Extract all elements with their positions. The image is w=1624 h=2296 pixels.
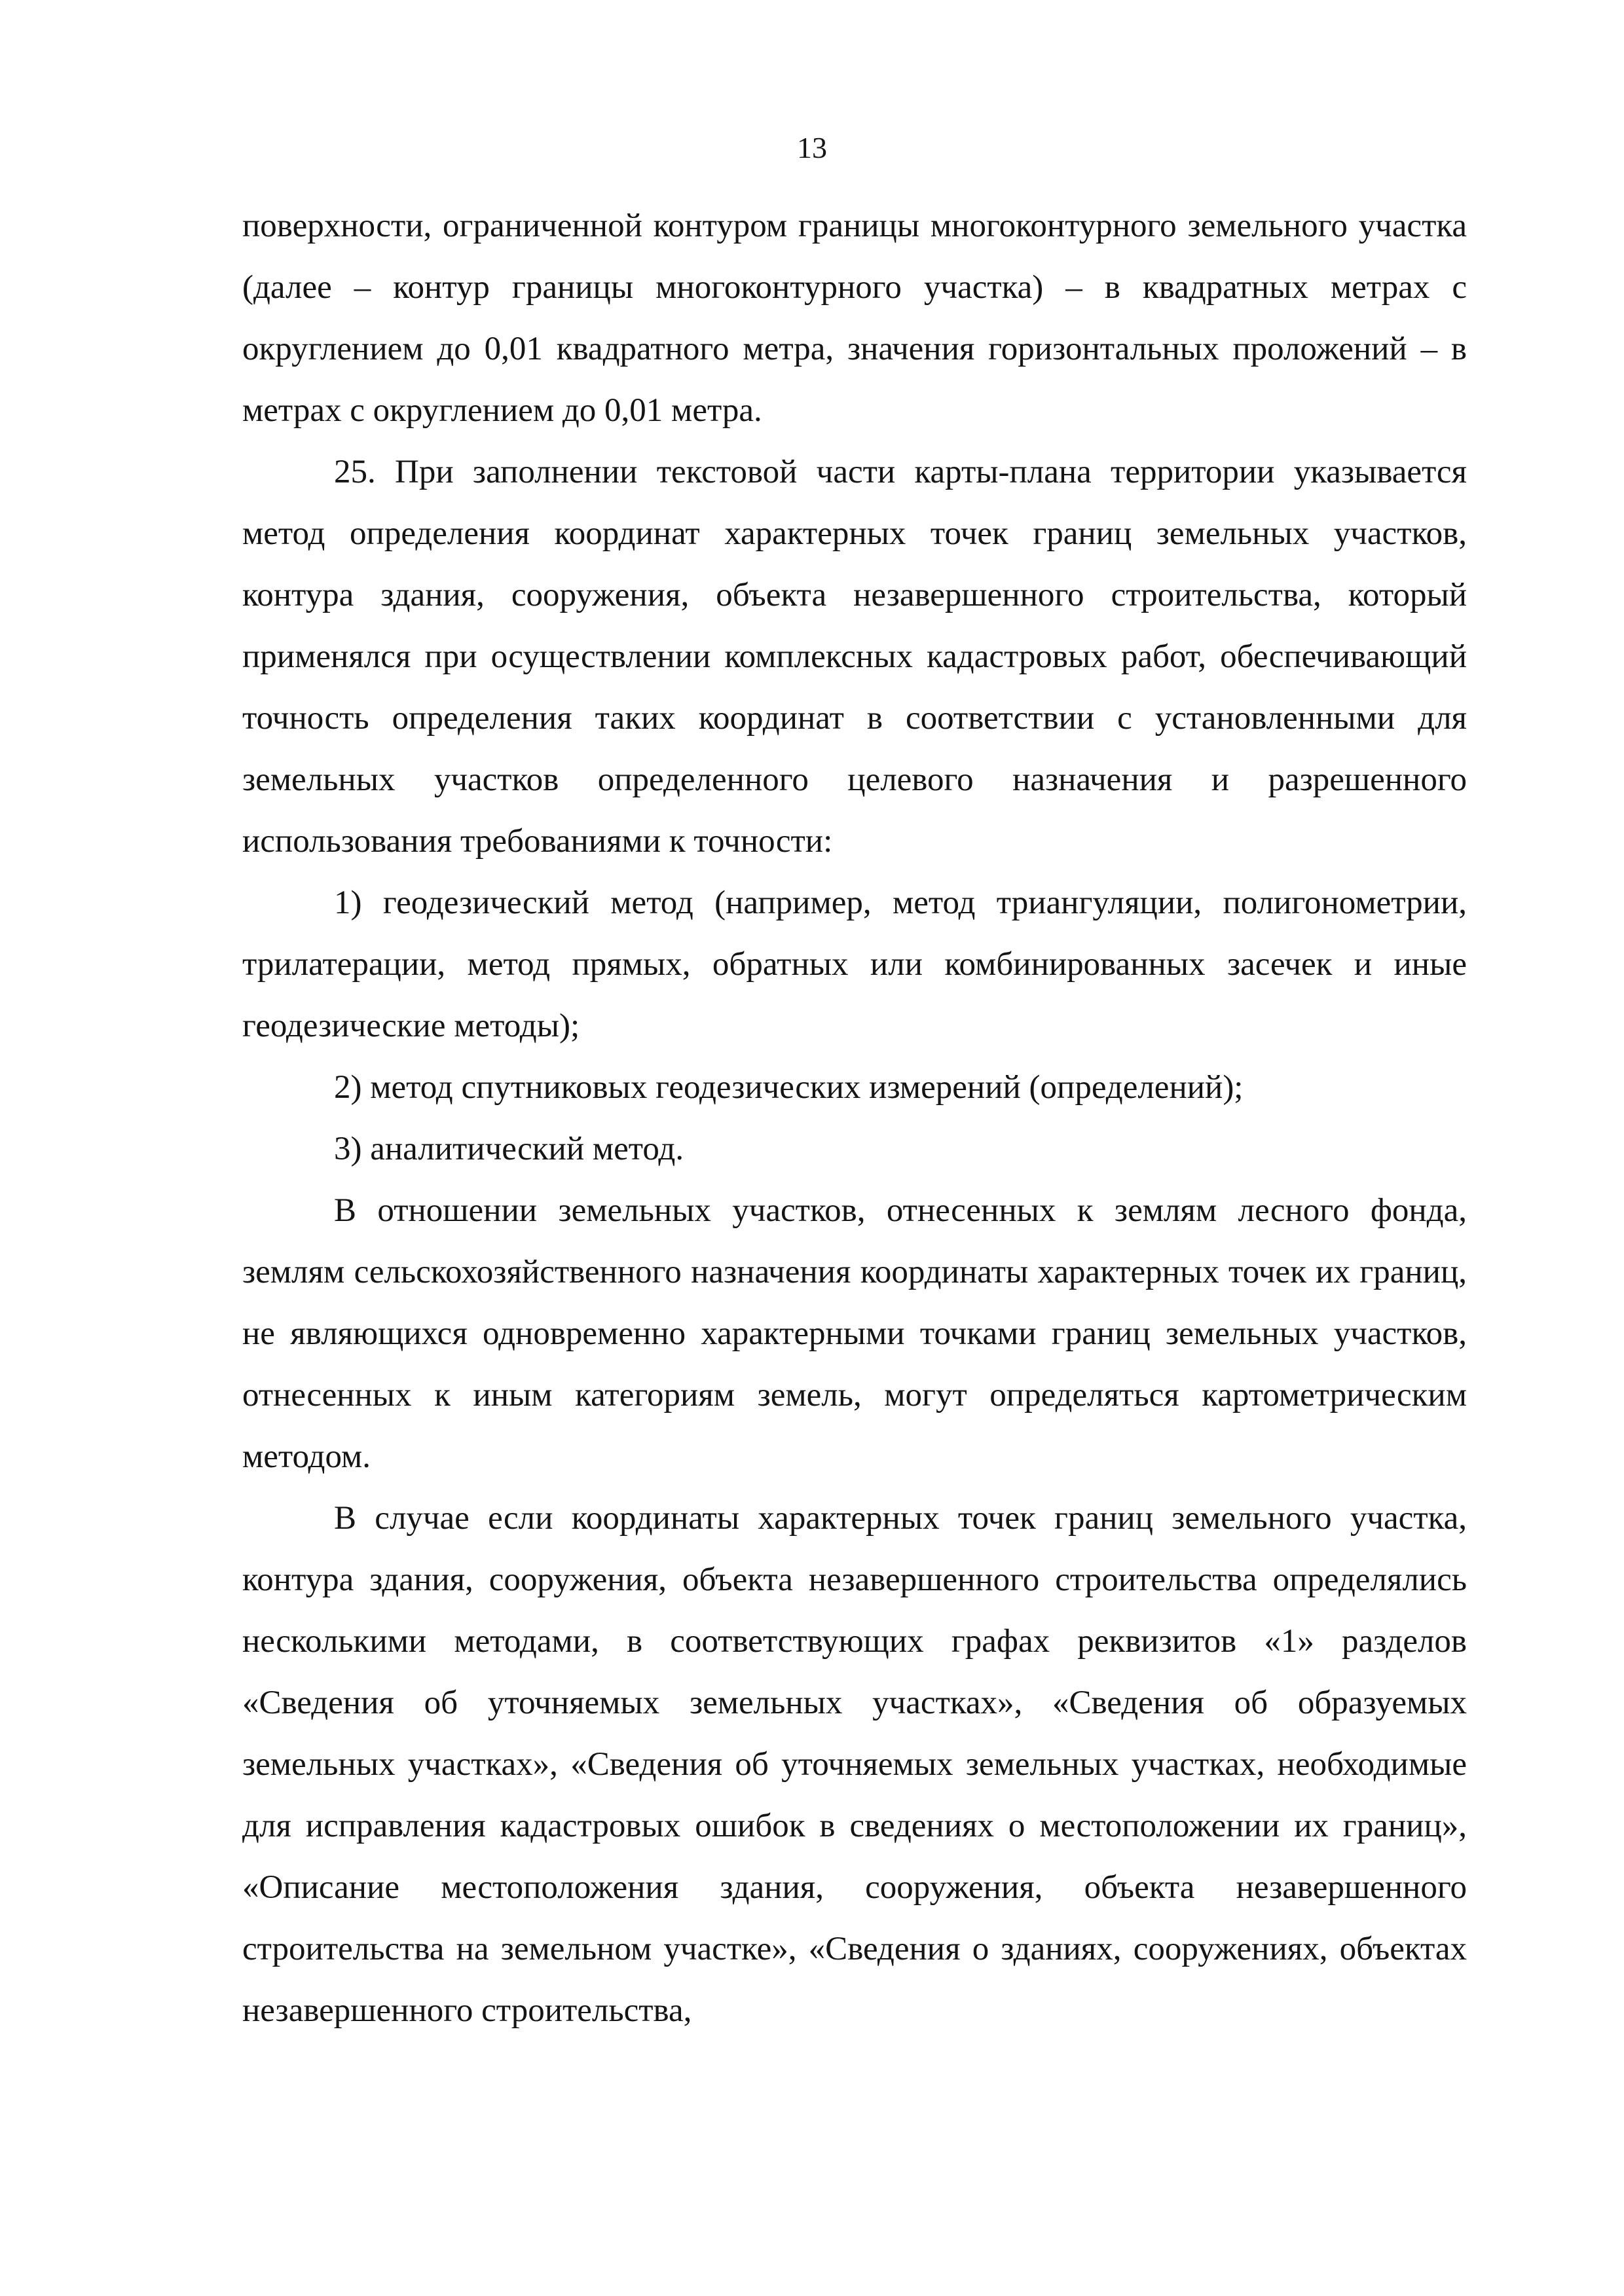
list-item-geodetic-method: 1) геодезический метод (например, метод триангуляции, полигонометрии, трилатерации, метод прямых, обратных или комбинированных засечек и иные геодезические методы); (242, 884, 1467, 1044)
paragraph-forest-lands: В отношении земельных участков, отнесенных к землям лесного фонда, землям сельскохозяйственного назначения координаты характерных точек их границ, не являющихся одновременно характерными точками границ земельных участков, отнесенных к иным категориям земель, могут определяться картометрическим методом. (242, 1192, 1467, 1475)
document-body (242, 195, 1467, 2041)
list-item-satellite-method: 2) метод спутниковых геодезических измерений (определений); (334, 1069, 1244, 1106)
list-item-analytic-method: 3) аналитический метод. (334, 1131, 684, 1167)
paragraph-multiple-methods: В случае если координаты характерных точек границ земельного участка, контура здания, сооружения, объекта незавершенного строительства определялись несколькими методами, в соответствующих графах реквизитов «1» разделов «Сведения об уточняемых земельных участках», «Сведения об образуемых земельных участках», «Сведения об уточняемых земельных участках, необходимые для исправления кадастровых ошибок в сведениях о местоположении их границ», «Описание местоположения здания, сооружения, объекта незавершенного строительства на земельном участке», «Сведения о зданиях, сооружениях, объектах незавершенного строительства, (242, 1500, 1467, 2029)
paragraph-continuation: поверхности, ограниченной контуром границы многоконтурного земельного участка (далее – контур границы многоконтурного участка) – в квадратных метрах с округлением до 0,01 квадратного метра, значения горизонтальных проложений – в метрах с округлением до 0,01 метра. (242, 208, 1467, 429)
page-number: 13 (797, 131, 827, 164)
paragraph-25: 25. При заполнении текстовой части карты-плана территории указывается метод определения координат характерных точек границ земельных участков, контура здания, сооружения, объекта незавершенного строительства, который применялся при осуществлении комплексных кадастровых работ, обеспечивающий точность определения таких координат в соответствии с установленными для земельных участков определенного целевого назначения и разрешенного использования требованиями к точности: (242, 454, 1467, 860)
